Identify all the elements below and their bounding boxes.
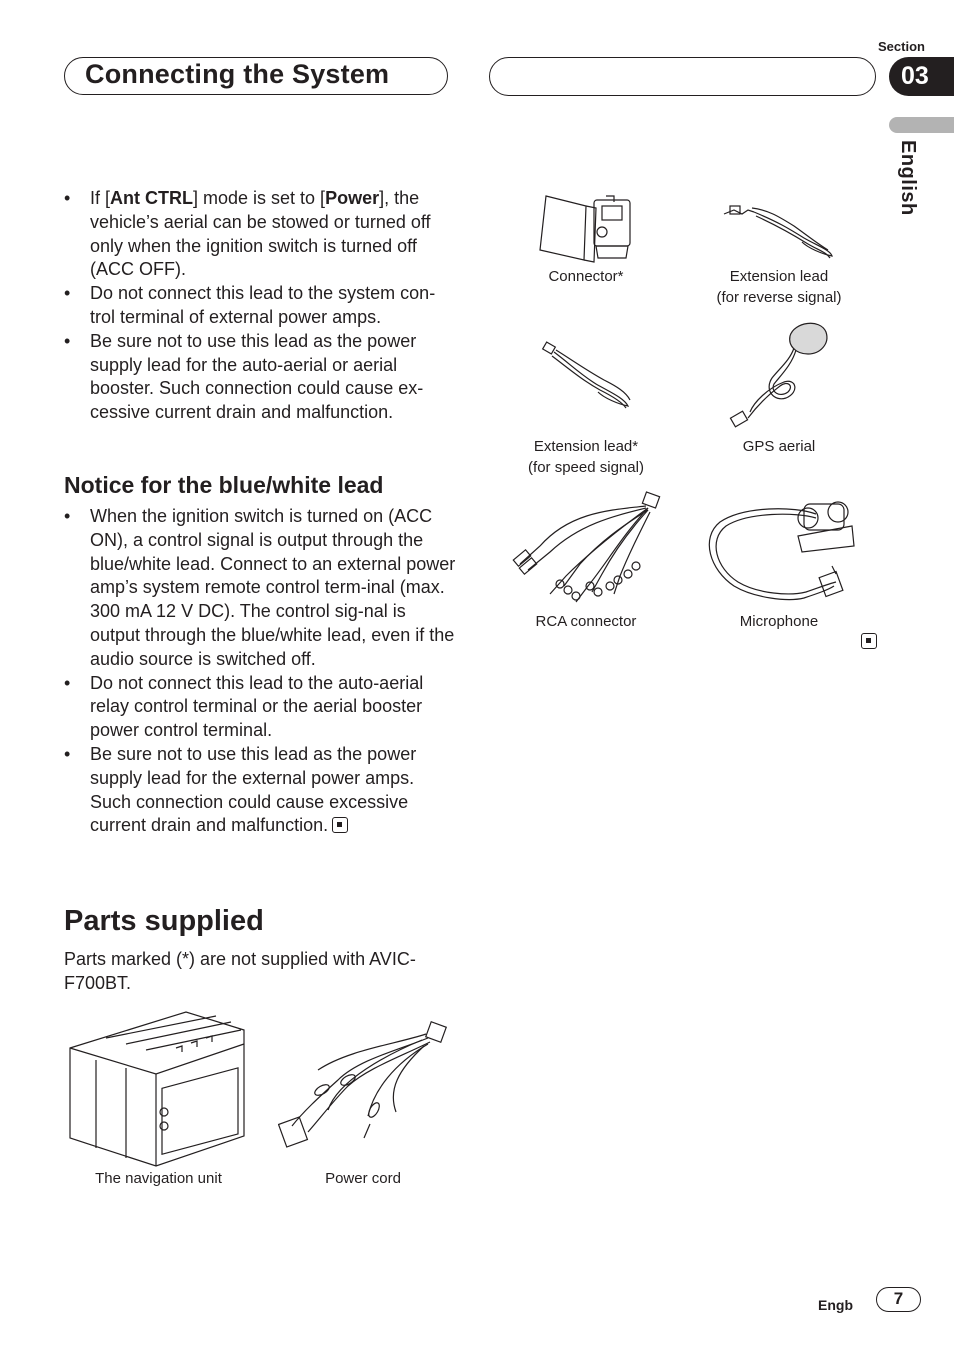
parts-supplied-heading: Parts supplied (64, 905, 264, 937)
gps-aerial-illustration (724, 318, 844, 428)
end-of-section-icon (861, 633, 877, 649)
connector-illustration (536, 192, 636, 264)
notice-list (64, 505, 456, 838)
list-item: • Do not connect this lead to the system con-trol terminal of external power amps. (64, 282, 456, 330)
parts-supplied-note: Parts marked (*) are not supplied with AVIC-F700BT. (64, 949, 416, 993)
aerial-notes-list (64, 187, 456, 425)
end-of-section-icon (332, 817, 348, 833)
extension-lead-speed-caption: Extension lead* (for speed signal) (528, 438, 644, 476)
microphone-illustration (704, 490, 856, 608)
extension-lead-reverse-caption: Extension lead (for reverse signal) (716, 268, 842, 306)
chapter-title: Connecting the System (85, 59, 390, 89)
list-item: • Do not connect this lead to the auto-aerial relay control terminal or the aerial booster power control terminal. (64, 672, 456, 743)
rca-connector-illustration (510, 490, 662, 608)
header-empty-frame (489, 57, 876, 96)
rca-connector-caption: RCA connector (535, 613, 637, 630)
footer-language-code: Engb (818, 1297, 853, 1313)
extension-lead-speed-illustration (540, 340, 632, 412)
page-number: 7 (876, 1287, 921, 1312)
list-item: • Be sure not to use this lead as the power supply lead for the auto-aerial or aerial booster. Such connection could cause ex-cessive current drain and malfunction. (64, 330, 456, 425)
list-item: • Be sure not to use this lead as the power supply lead for the external power amps. Such connection could cause excessive current drain and malfunction. (64, 743, 456, 838)
section-number-badge: 03 (889, 57, 954, 96)
language-tab (889, 117, 954, 133)
language-tab-label: English (897, 140, 919, 216)
list-item: • If [Ant CTRL] mode is set to [Power], the vehicle’s aerial can be stowed or turned off only when the ignition switch is turned off (ACC OFF). (64, 187, 456, 282)
power-cord-illustration (278, 1020, 448, 1150)
extension-lead-reverse-illustration (718, 192, 838, 262)
section-label: Section (878, 39, 925, 54)
navigation-unit-illustration (66, 1008, 251, 1168)
gps-aerial-caption: GPS aerial (742, 438, 816, 455)
microphone-caption: Microphone (739, 613, 819, 630)
list-item: • When the ignition switch is turned on (ACC ON), a control signal is output through the blue/white lead. Connect to an external power amp’s system remote control term-inal (max. 300 mA 12 V DC). The control sig-nal is output through the blue/white lead, even if the audio source is switched off. (64, 505, 456, 672)
connector-caption: Connector* (548, 268, 624, 285)
notice-heading: Notice for the blue/white lead (64, 472, 384, 498)
power-cord-caption: Power cord (325, 1170, 401, 1187)
navigation-unit-caption: The navigation unit (95, 1170, 222, 1187)
